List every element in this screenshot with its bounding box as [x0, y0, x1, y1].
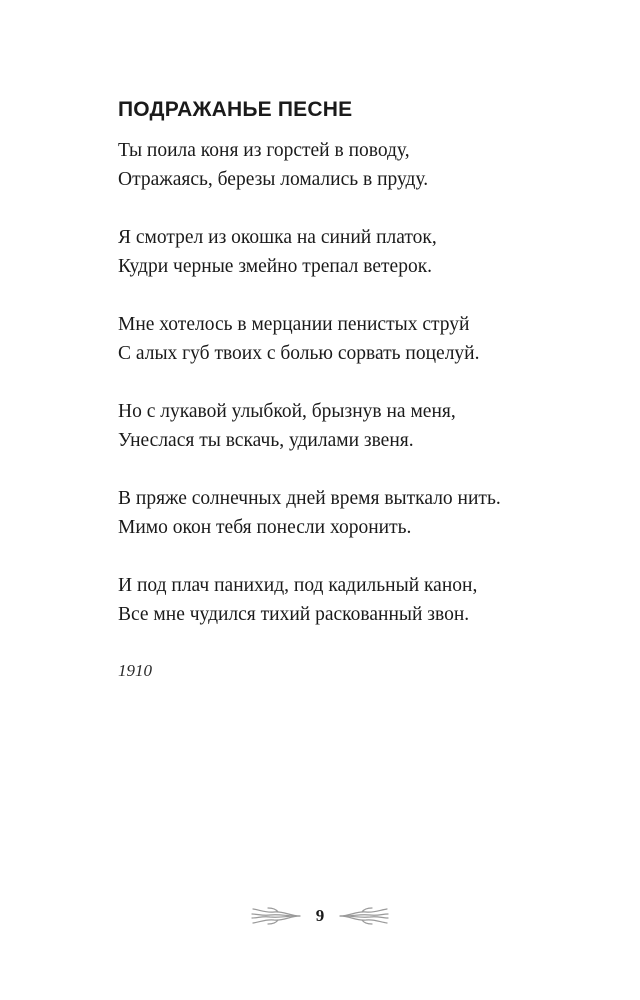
verse-line: Мне хотелось в мерцании пенистых струй	[118, 314, 470, 335]
verse-line: С алых губ твоих с болью сорвать поцелуй.	[118, 342, 480, 364]
page-footer	[0, 898, 640, 934]
verse-line: В пряже солнечных дней время выткало нить.	[118, 488, 501, 509]
verse-line: Все мне чудился тихий раскованный звон.	[118, 603, 470, 625]
poem-date: 1910	[118, 661, 152, 680]
stanza-5	[118, 485, 588, 542]
poem-page	[118, 95, 588, 683]
flourish-left-icon	[250, 905, 302, 927]
page-number: 9	[315, 906, 325, 925]
verse-line: Унеслася ты вскачь, удилами звеня.	[118, 429, 414, 451]
verse-line: Мимо окон тебя понесли хоронить.	[118, 516, 412, 538]
poem-title: ПОДРАЖАНЬЕ ПЕСНЕ	[118, 98, 353, 121]
verse-line: Я смотрел из окошка на синий платок,	[118, 227, 437, 248]
stanza-4	[118, 398, 588, 455]
stanza-6	[118, 572, 588, 629]
verse-line: Кудри черные змейно трепал ветерок.	[118, 255, 433, 277]
flourish-right-icon	[338, 905, 390, 927]
stanza-1	[118, 137, 588, 194]
verse-line: Но с лукавой улыбкой, брызнув на меня,	[118, 401, 456, 422]
stanza-3	[118, 311, 588, 368]
verse-line: Ты поила коня из горстей в поводу,	[118, 140, 410, 161]
verse-line: Отражаясь, березы ломались в пруду.	[118, 168, 429, 190]
stanza-2	[118, 224, 588, 281]
verse-line: И под плач панихид, под кадильный канон,	[118, 575, 478, 596]
